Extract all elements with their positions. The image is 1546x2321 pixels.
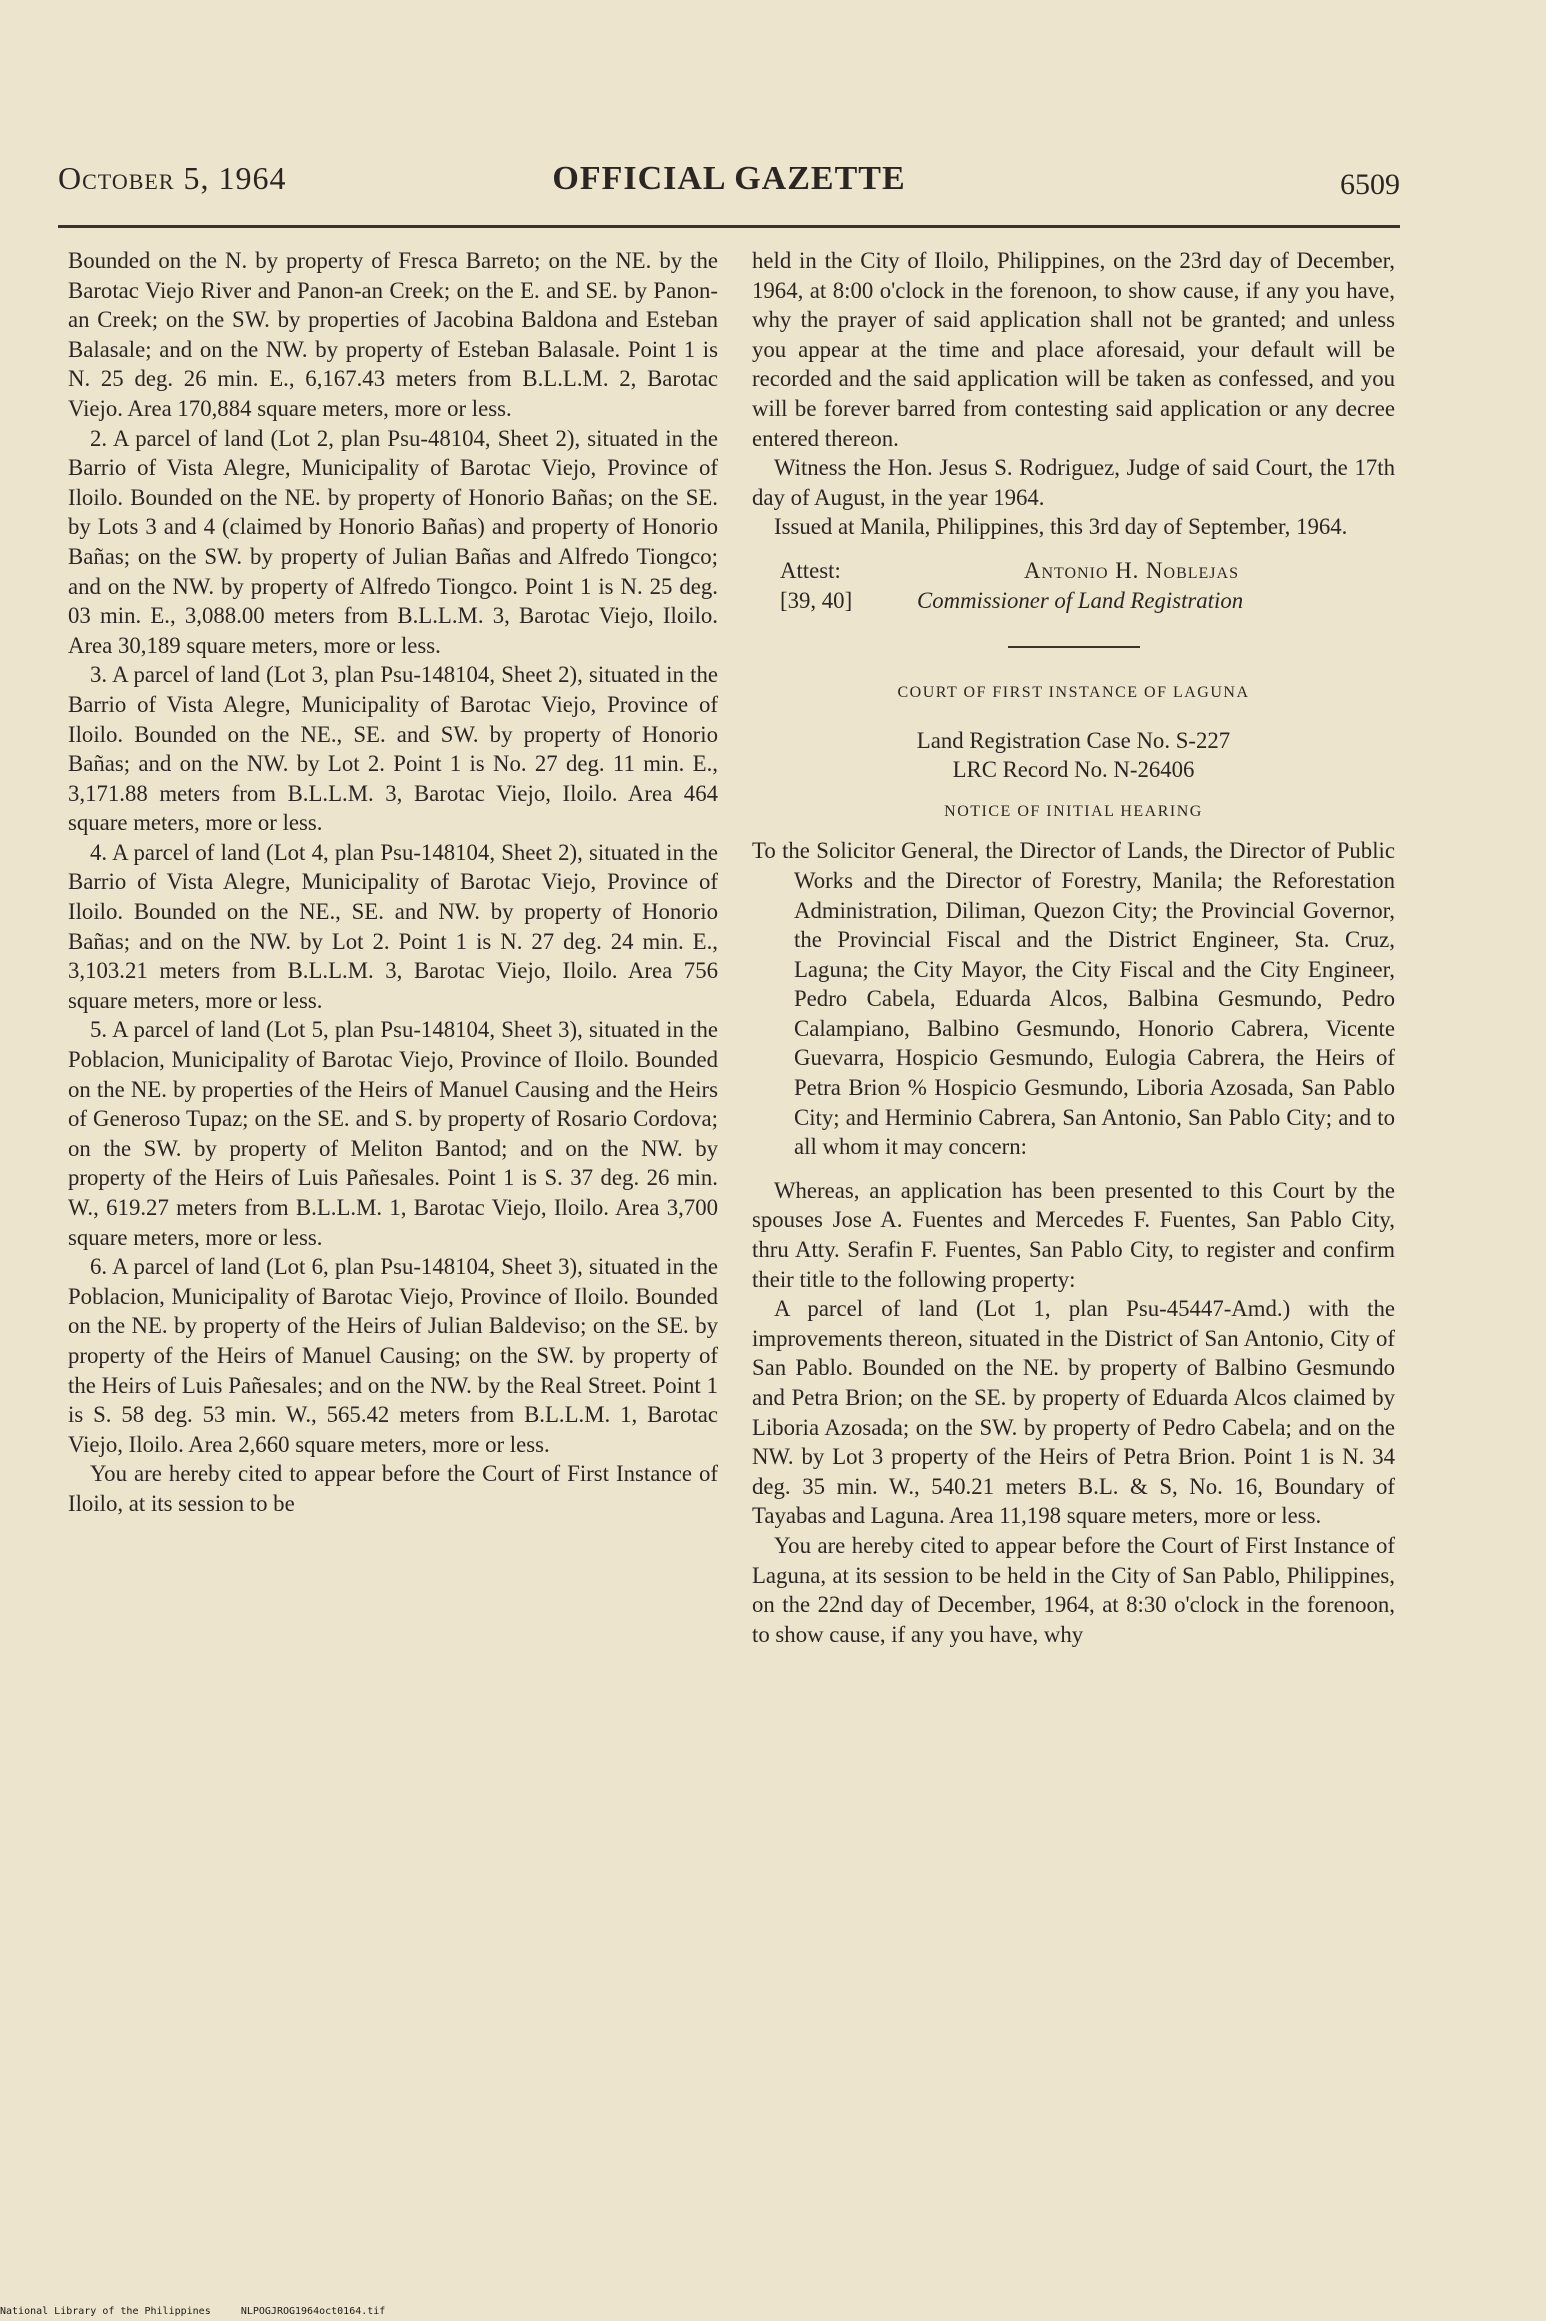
case-number: Land Registration Case No. S-227 (916, 727, 1231, 753)
notice-heading: NOTICE OF INITIAL HEARING (944, 802, 1203, 820)
paragraph: 3. A parcel of land (Lot 3, plan Psu-148104, Sheet 2), situated in the Barrio of Vista Alegre, Municipality of Barotac Viejo, Province of Iloilo. Bounded on the NE., SE. and SW. by property of Honorio Bañas; and on the NW. by Lot 2. Point 1 is No. 27 deg. 11 min. E., 3,171.88 meters from B.L.L.M. 3, Barotac Viejo, Iloilo. Area 464 square meters, more or less. (68, 662, 718, 836)
court-heading: COURT OF FIRST INSTANCE OF LAGUNA (897, 683, 1250, 701)
section-divider (1008, 646, 1140, 648)
publication-title: OFFICIAL GAZETTE (552, 160, 906, 197)
paragraph: You are hereby cited to appear before the Court of First Instance of Laguna, at its session to be held in the City of San Pablo, Philippines, on the 22nd day of December, 1964, at 8:30 o'clock in the forenoon, to show cause, if any you have, why (752, 1532, 1395, 1647)
page-number: 6509 (1340, 168, 1400, 201)
right-column (752, 246, 1395, 1649)
signature-block (752, 556, 1395, 616)
signatory-title: Commissioner of Land Registration (917, 587, 1244, 613)
issue-reference: [39, 40] (780, 587, 853, 613)
paragraph: Bounded on the N. by property of Fresca Barreto; on the NE. by the Barotac Viejo River and Panon-an Creek; on the E. and SE. by Panon-an Creek; on the SW. by properties of Jacobina Baldona and Esteban Balasale; and on the NW. by property of Esteban Balasale. Point 1 is N. 25 deg. 26 min. E., 6,167.43 meters from B.L.L.M. 2, Barotac Viejo. Area 170,884 square meters, more or less. (68, 248, 718, 421)
record-number: LRC Record No. N-26406 (952, 757, 1195, 783)
issue-date: October 5, 1964 (58, 160, 287, 196)
paragraph: 2. A parcel of land (Lot 2, plan Psu-48104, Sheet 2), situated in the Barrio of Vista Alegre, Municipality of Barotac Viejo, Province of Iloilo. Bounded on the NE. by property of Honorio Bañas; on the SE. by Lots 3 and 4 (claimed by Honorio Bañas) and property of Honorio Bañas; on the SW. by property of Julian Bañas and Alfredo Tiongco; and on the NW. by property of Alfredo Tiongco. Point 1 is N. 25 deg. 03 min. E., 3,088.00 meters from B.L.L.M. 3, Barotac Viejo, Iloilo. Area 30,189 square meters, more or less. (68, 425, 718, 658)
paragraph: Issued at Manila, Philippines, this 3rd day of September, 1964. (774, 514, 1348, 540)
page-header (58, 160, 1400, 210)
left-column (68, 246, 718, 1519)
paragraph: held in the City of Iloilo, Philippines, on the 23rd day of December, 1964, at 8:00 o'clock in the forenoon, to show cause, if any you have, why the prayer of said application shall not be granted; and unless you appear at the time and place aforesaid, your default will be recorded and the said application will be taken as confessed, and you will be forever barred from contesting said application or any decree entered thereon. (752, 248, 1395, 451)
paragraph: You are hereby cited to appear before the Court of First Instance of Iloilo, at its session to be (68, 1461, 718, 1516)
scan-footer: National Library of the Philippines NLPOGJROG1964oct0164.tif (0, 2306, 386, 2317)
paragraph: A parcel of land (Lot 1, plan Psu-45447-Amd.) with the improvements thereon, situated in the District of San Antonio, City of San Pablo. Bounded on the NE. by property of Balbino Gesmundo and Petra Brion; on the SE. by property of Eduarda Alcos claimed by Liboria Azosada; on the SW. by property of Pedro Cabela; and on the NW. by Lot 3 property of the Heirs of Petra Brion. Point 1 is N. 34 deg. 35 min. W., 540.21 meters B.L. & S, No. 16, Boundary of Tayabas and Laguna. Area 11,198 square meters, more or less. (752, 1296, 1395, 1529)
paragraph: Whereas, an application has been presented to this Court by the spouses Jose A. Fuentes and Mercedes F. Fuentes, San Pablo City, thru Atty. Serafin F. Fuentes, San Pablo City, to register and confirm their title to the following property: (752, 1177, 1395, 1292)
signatory-name: Antonio H. Noblejas (1024, 557, 1239, 583)
paragraph: 5. A parcel of land (Lot 5, plan Psu-148104, Sheet 3), situated in the Poblacion, Municipality of Barotac Viejo, Province of Iloilo. Bounded on the NE. by properties of the Heirs of Manuel Causing and the Heirs of Generoso Tupaz; on the SE. and S. by property of Rosario Cordova; on the SW. by property of Meliton Bantod; and on the NW. by property of the Heirs of Luis Pañesales. Point 1 is S. 37 deg. 26 min. W., 619.27 meters from B.L.L.M. 1, Barotac Viejo, Iloilo. Area 3,700 square meters, more or less. (68, 1017, 718, 1250)
paragraph: 6. A parcel of land (Lot 6, plan Psu-148104, Sheet 3), situated in the Poblacion, Municipality of Barotac Viejo, Province of Iloilo. Bounded on the NE. by property of the Heirs of Julian Baldeviso; on the SE. by property of the Heirs of Manuel Causing; on the SW. by property of the Heirs of Luis Pañesales; and on the NW. by the Real Street. Point 1 is S. 58 deg. 53 min. W., 565.42 meters from B.L.L.M. 1, Barotac Viejo, Iloilo. Area 2,660 square meters, more or less. (68, 1254, 718, 1457)
attest-label: Attest: (780, 557, 841, 583)
paragraph: 4. A parcel of land (Lot 4, plan Psu-148104, Sheet 2), situated in the Barrio of Vista Alegre, Municipality of Barotac Viejo, Province of Iloilo. Bounded on the NE., SE. and NW. by property of Honorio Bañas; and on the NW. by Lot 2. Point 1 is N. 27 deg. 24 min. E., 3,103.21 meters from B.L.L.M. 3, Barotac Viejo, Iloilo. Area 756 square meters, more or less. (68, 839, 718, 1013)
addressee-paragraph: To the Solicitor General, the Director of Lands, the Director of Public Works and the Director of Forestry, Manila; the Reforestation Administration, Diliman, Quezon City; the Provincial Governor, the Provincial Fiscal and the District Engineer, Sta. Cruz, Laguna; the City Mayor, the City Fiscal and the City Engineer, Pedro Cabela, Eduarda Alcos, Balbina Gesmundo, Pedro Calampiano, Balbino Gesmundo, Honorio Cabrera, Vicente Guevarra, Hospicio Gesmundo, Eulogia Cabrera, the Heirs of Petra Brion % Hospicio Gesmundo, Liboria Azosada, San Pablo City; and Herminio Cabrera, San Antonio, San Pablo City; and to all whom it may concern: (752, 838, 1395, 1160)
paragraph: Witness the Hon. Jesus S. Rodriguez, Judge of said Court, the 17th day of August, in the year 1964. (752, 455, 1395, 510)
header-rule (58, 225, 1400, 228)
